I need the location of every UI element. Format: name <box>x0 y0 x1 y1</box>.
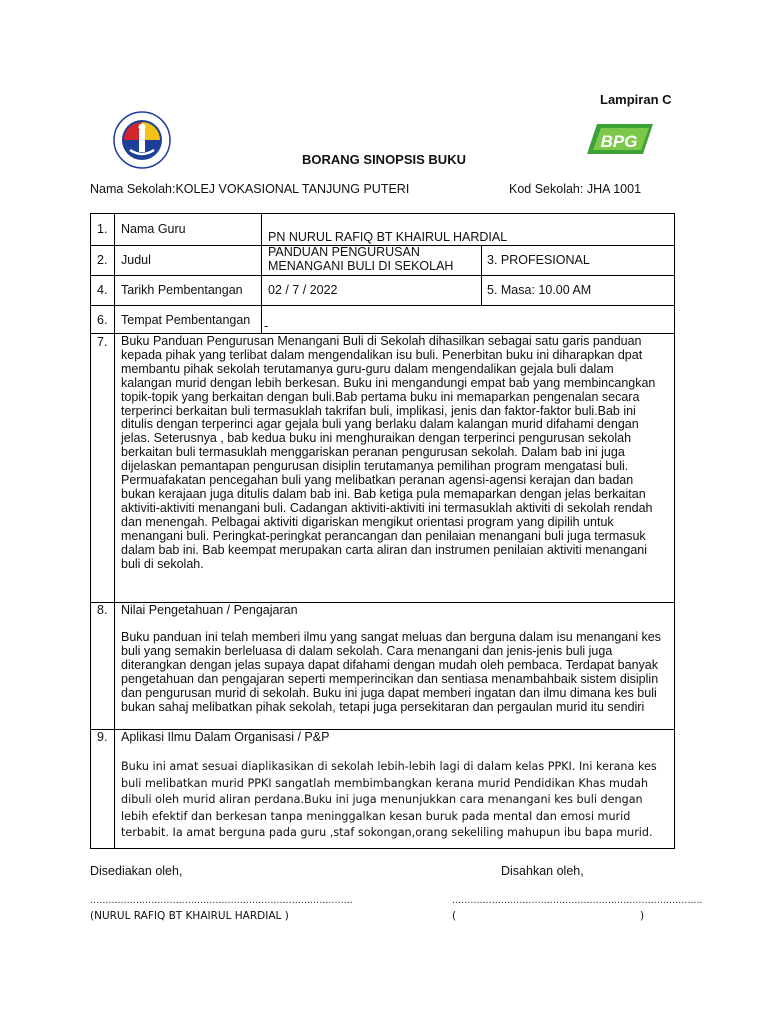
synopsis-line: Permuafakatan pencegahan buli yang melibatkan peranan agensi-agensi kerajan dan badan <box>121 473 634 488</box>
prepared-by-label: Disediakan oleh, <box>90 864 183 878</box>
synopsis-form-table <box>90 213 675 849</box>
application-text <box>121 759 667 842</box>
presentation-time-value: 5. Masa: 10.00 AM <box>487 283 592 297</box>
teacher-name-value: PN NURUL RAFIQ BT KHAIRUL HARDIAL <box>268 230 508 244</box>
application-line: dibuli oleh murid aliran perdana.Buku ini juga menunjukkan cara menangani kes buli dengan <box>121 793 643 807</box>
application-line: buli melibatkan murid PPKI sangatlah membimbangkan kerana murid Pendidikan Khas mudah <box>121 776 649 790</box>
school-code: Kod Sekolah: JHA 1001 <box>509 182 642 196</box>
knowledge-line: dan pengurusan murid di sekolah. Buku ini juga dapat memberi ingatan dan ilmu dimana kes buli <box>121 685 657 700</box>
synopsis-line: berkaitan buli termasuklah menggariskan peranan pengurusan sekolah. Dalam bab ini juga <box>121 445 625 460</box>
row-divider <box>90 305 675 306</box>
row-divider <box>90 275 675 276</box>
synopsis-line: jelas. Seterusnya , bab kedua buku ini menghuraikan dengan terperinci pengurusan sekolah <box>121 431 632 446</box>
approved-by-open-paren: ( <box>452 910 457 922</box>
form-title: BORANG SINOPSIS BUKU <box>302 152 466 167</box>
application-label: Aplikasi Ilmu Dalam Organisasi / P&P <box>121 730 330 744</box>
application-line: Buku ini amat sesuai diaplikasikan di sekolah lebih-lebih lagi di dalam kelas PPKI. Ini kerana kes <box>121 760 657 773</box>
synopsis-line: membantu pihak sekolah terutamanya guru-guru dalam mengendalikan gejala buli dalam <box>121 361 614 376</box>
synopsis-line: kalangan murid dengan lebih berkesan. Buku ini mengandungi empat bab yang membincangkan <box>121 375 656 390</box>
knowledge-value-label: Nilai Pengetahuan / Pengajaran <box>121 603 298 617</box>
table-border <box>90 213 91 849</box>
svg-text:BPG: BPG <box>600 132 638 151</box>
synopsis-line: buli di sekolah. <box>121 556 204 571</box>
row-number: 6. <box>97 313 108 327</box>
row-number: 4. <box>97 283 108 297</box>
approved-by-close-paren: ) <box>640 910 645 922</box>
application-line: terbabit. Ia amat berguna pada guru ,staf sokongan,orang sekeliling mahupun ibu bapa murid. <box>121 826 653 840</box>
knowledge-line: buli yang semakin berleluasa di dalam sekolah. Cara menangani dan jenis-jenis buli juga <box>121 643 613 658</box>
synopsis-line: ditulis dengan terperinci agar gejala buli yang berlaku dalam kalangan murid difahami dengan <box>121 417 639 432</box>
title-value-line1: PANDUAN PENGURUSAN <box>268 245 420 259</box>
teacher-name-label: Nama Guru <box>121 222 186 236</box>
knowledge-line: bukan sahaj melibatkan pihak sekolah, tetapi juga persekitaran dan pergaulan murid itu sendiri <box>121 699 645 714</box>
prepared-by-name: (NURUL RAFIQ BT KHAIRUL HARDIAL ) <box>90 910 289 922</box>
synopsis-line: aktiviti-aktiviti menangani buli. Cadangan aktiviti-aktiviti ini termasuklah aktiviti di sekolah rendah <box>121 500 653 515</box>
table-border <box>674 213 675 849</box>
synopsis-line: dijelaskan pemantapan pengurusan disiplin terutamanya pemilihan program mengatasi buli. <box>121 459 629 474</box>
knowledge-line: diterangkan dengan jelas supaya dapat difahami dengan mudah oleh pembaca. Terdapat banyak <box>121 657 658 672</box>
synopsis-line: menangani buli. Peringkat-peringkat perancangan dan penilaian menangani buli juga termasuk <box>121 528 646 543</box>
signature-line-approved: .................................................................................. <box>452 894 703 906</box>
approved-by-label: Disahkan oleh, <box>501 864 584 878</box>
row-number: 9. <box>97 730 108 744</box>
category-value: 3. PROFESIONAL <box>487 253 590 267</box>
knowledge-value-text <box>121 631 667 714</box>
synopsis-line: topik-topik yang berkaitan dengan buli.Bab pertama buku ini memaparkan pengenalan secara <box>121 389 640 404</box>
presentation-date-label: Tarikh Pembentangan <box>121 283 243 297</box>
title-value-line2: MENANGANI BULI DI SEKOLAH <box>268 259 454 273</box>
knowledge-line: pengetahuan dan pengajaran seperti memperincikan dan sentiasa menambahbaik sistem disiplin <box>121 671 659 686</box>
presentation-date-value: 02 / 7 / 2022 <box>268 283 338 297</box>
venue-label: Tempat Pembentangan <box>121 313 251 327</box>
synopsis-line: bukan kerajaan juga ditulis dalam bab ini. Bab ketiga pula memaparkan dengan jelas berkaitan <box>121 486 646 501</box>
application-line: lebih efektif dan berkesan tanpa meninggalkan kesan buruk pada mental dan emosi murid <box>121 809 631 823</box>
signature-line-prepared: ...................................................................................... <box>90 894 353 906</box>
synopsis-text <box>121 335 667 571</box>
column-divider <box>114 213 115 849</box>
synopsis-line: dalam bab ini. Bab keempat merupakan carta aliran dan instrumen penilaian aktiviti menangani <box>121 542 648 557</box>
synopsis-line: dan menengah. Pelbagai aktiviti digariskan mengikut orientasi program yang dipilih untuk <box>121 514 614 529</box>
row-number: 2. <box>97 253 108 267</box>
row-number: 8. <box>97 603 108 617</box>
venue-value: - <box>264 319 269 333</box>
school-name: Nama Sekolah:KOLEJ VOKASIONAL TANJUNG PUTERI <box>90 182 410 196</box>
row-number: 1. <box>97 222 108 236</box>
row-number: 7. <box>97 335 108 349</box>
synopsis-line: terperinci berkaitan buli termasuklah takrifan buli, implikasi, jenis dan faktor-faktor buli.Bab ini <box>121 403 636 418</box>
synopsis-line: kepada pihak yang terlibat dalam mengendalikan isu buli. Penerbitan buku ini diharapkan dpat <box>121 347 643 362</box>
synopsis-line: Buku Panduan Pengurusan Menangani Buli di Sekolah dihasilkan sebagai satu garis panduan <box>121 334 642 348</box>
title-label: Judul <box>121 253 151 267</box>
attachment-label: Lampiran C <box>600 92 672 107</box>
column-divider <box>261 213 262 334</box>
table-border <box>90 848 675 849</box>
table-border <box>90 213 675 214</box>
column-divider <box>481 245 482 306</box>
knowledge-line: Buku panduan ini telah memberi ilmu yang sangat meluas dan berguna dalam isu menangani kes <box>121 630 661 644</box>
